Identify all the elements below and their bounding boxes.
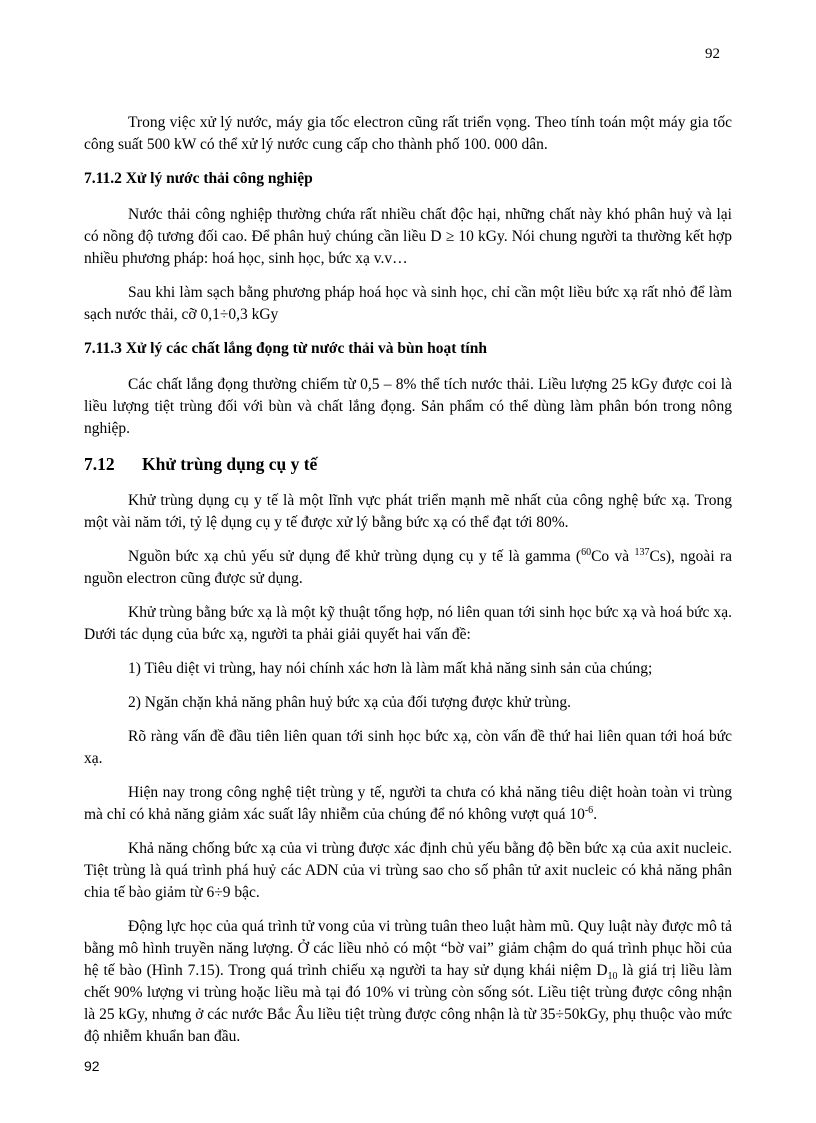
section-heading-7-11-3: 7.11.3 Xử lý các chất lắng đọng từ nước thải và bùn hoạt tính bbox=[84, 340, 487, 357]
paragraph: Các chất lắng đọng thường chiếm từ 0,5 – 8% thể tích nước thải. Liều lượng 25 kGy được coi là liều lượng tiệt trùng đối với bùn và chất lắng đọng. Sản phẩm có thể dùng làm phân bón trong nông nghiệp. bbox=[84, 376, 732, 437]
list-item: 1) Tiêu diệt vi trùng, hay nói chính xác hơn là làm mất khả năng sinh sản của chúng; bbox=[128, 660, 653, 677]
paragraph: Động lực học của quá trình tử vong của vi trùng tuân theo luật hàm mũ. Quy luật này được mô tả bằng mô hình truyền năng lượng. Ở các liều nhỏ có một “bờ vai” giảm chậm do quá trình phục hồi của hệ tế bào (Hình 7.15). Trong quá trình chiếu xạ người ta hay sử dụng khái niệm $D_{10}$ là giá trị liều làm chết 90% lượng vi trùng hoặc liều mà tại đó 10% vi trùng còn sống sót. Liều tiệt trùng được công nhận là 25 kGy, nhưng ở các nước Bắc Âu liều tiệt trùng được công nhận là từ 35÷50kGy, phụ thuộc vào mức độ nhiễm khuẩn ban đầu. bbox=[84, 918, 732, 1045]
intro-paragraph: Trong việc xử lý nước, máy gia tốc electron cũng rất triển vọng. Theo tính toán một máy gia tốc công suất 500 kW có thể xử lý nước cung cấp cho thành phố 100. 000 dân. bbox=[84, 114, 732, 153]
paragraph: Rõ ràng vấn đề đầu tiên liên quan tới sinh học bức xạ, còn vấn đề thứ hai liên quan tới hoá bức xạ. bbox=[84, 728, 732, 767]
paragraph: Khử trùng dụng cụ y tế là một lĩnh vực phát triển mạnh mẽ nhất của công nghệ bức xạ. Trong một vài năm tới, tỷ lệ dụng cụ y tế được xử lý bằng bức xạ có thể đạt tới 80%. bbox=[84, 492, 732, 531]
paragraph: Khả năng chống bức xạ của vi trùng được xác định chủ yếu bằng độ bền bức xạ của axit nucleic. Tiệt trùng là quá trình phá huỷ các ADN của vi trùng sao cho số phân tử axit nucleic có khả năng phân chia tế bào giảm từ 6÷9 bậc. bbox=[84, 840, 732, 901]
section-heading-7-12 bbox=[84, 452, 732, 476]
page-number-bottom: 92 bbox=[84, 1058, 100, 1074]
list-item: 2) Ngăn chặn khả năng phân huỷ bức xạ của đối tượng được khử trùng. bbox=[128, 694, 571, 711]
section-heading-7-11-2: 7.11.2 Xử lý nước thải công nghiệp bbox=[84, 170, 313, 187]
page-number-top: 92 bbox=[705, 46, 720, 62]
page-content bbox=[84, 112, 732, 1060]
section-title: Khử trùng dụng cụ y tế bbox=[142, 454, 318, 474]
paragraph: Hiện nay trong công nghệ tiệt trùng y tế, người ta chưa có khả năng tiêu diệt hoàn toàn vi trùng mà chỉ có khả năng giảm xác suất lây nhiễm của chúng để nó không vượt quá $10^{-6}$. bbox=[84, 784, 732, 823]
section-number: 7.12 bbox=[84, 454, 115, 474]
paragraph: Nước thải công nghiệp thường chứa rất nhiều chất độc hại, những chất này khó phân huỷ và lại có nồng độ tương đối cao. Để phân huỷ chúng cần liều D ≥ 10 kGy. Nói chung người ta thường kết hợp nhiều phương pháp: hoá học, sinh học, bức xạ v.v… bbox=[84, 206, 732, 267]
paragraph: Sau khi làm sạch bằng phương pháp hoá học và sinh học, chỉ cần một liều bức xạ rất nhỏ để làm sạch nước thải, cỡ 0,1÷0,3 kGy bbox=[84, 284, 732, 323]
paragraph: Khử trùng bằng bức xạ là một kỹ thuật tổng hợp, nó liên quan tới sinh học bức xạ và hoá bức xạ. Dưới tác dụng của bức xạ, người ta phải giải quyết hai vấn đề: bbox=[84, 604, 732, 643]
paragraph: Nguồn bức xạ chủ yếu sử dụng để khử trùng dụng cụ y tế là gamma ($^{60}$Co và $^{137}$Cs), ngoài ra nguồn electron cũng được sử dụng. bbox=[84, 546, 732, 587]
